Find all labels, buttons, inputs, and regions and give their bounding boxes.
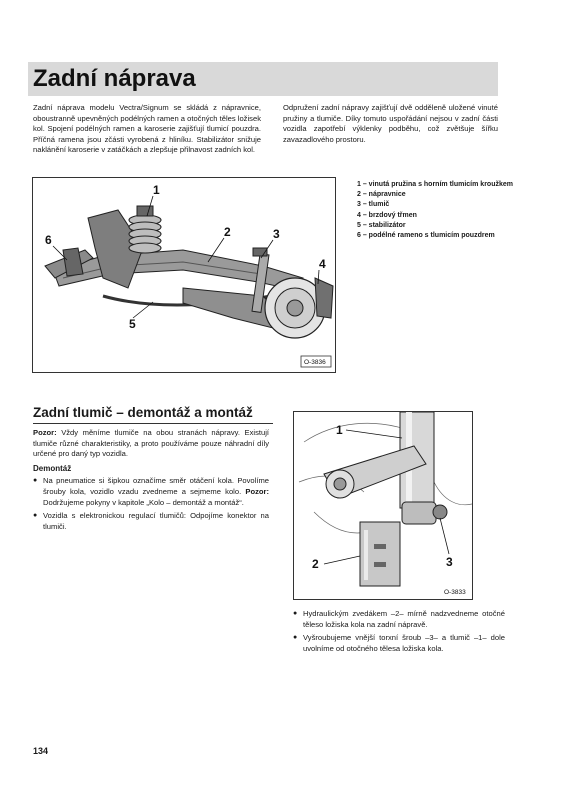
callout-2: 2 bbox=[224, 225, 231, 239]
intro-left-paragraph: Zadní náprava modelu Vectra/Signum se skládá z nápravnice, oboustranně upevněných podélných ramen a otočných těles ložisek kol. Spojení podélných ramen a karoserie zajišťují tlumicí pouzdra. Příčná ramena jsou zčásti vyrobená z hliníku. Stabilizátor snižuje naklánění karoserie v zatáčkách a zlepšuje přilnavost zadních kol. bbox=[33, 103, 261, 155]
section-heading: Zadní tlumič – demontáž a montáž bbox=[33, 405, 253, 420]
figure-code: O-3833 bbox=[444, 589, 466, 596]
shock-absorber-drawing bbox=[294, 412, 472, 599]
legend-item: 6 – podélné rameno s tlumicím pouzdrem bbox=[357, 232, 495, 240]
callout-1: 1 bbox=[153, 183, 160, 197]
steps-right-list bbox=[293, 609, 505, 654]
callout-6: 6 bbox=[45, 233, 52, 247]
warning-text: Vždy měníme tlumiče na obou stranách nápravy. Existují tlumiče různé charakteristiky, a proto používáme pouze náhradní díly určené pro daný typ vozidla. bbox=[33, 428, 269, 459]
callout-1: 1 bbox=[336, 423, 343, 437]
step1-text: Na pneumatice si šipkou označíme směr otáčení kola. Povolíme šrouby kola, vozidlo vzadu zvedneme a sejmeme kolo. bbox=[43, 476, 269, 496]
rear-axle-figure bbox=[32, 177, 336, 373]
legend-item: 4 – brzdový třmen bbox=[357, 211, 417, 219]
page-title: Zadní náprava bbox=[33, 65, 196, 92]
intro-right-paragraph: Odpružení zadní nápravy zajišťují dvě odděleně uložené vinuté pružiny a tlumiče. Díky tomuto uspořádání nejsou v zadní části vozidla zapotřebí výklenky podběhu, což zvětšuje šířku zavazadlového prostoru. bbox=[283, 103, 498, 144]
figure-legend bbox=[357, 180, 517, 241]
list-item: ● Hydraulickým zvedákem –2– mírně nadzvedneme otočné těleso ložiska kola na zadní nápravě. bbox=[293, 609, 505, 630]
figure-code: O-3836 bbox=[304, 359, 326, 366]
step1-warning-label: Pozor: bbox=[245, 486, 269, 496]
callout-3: 3 bbox=[446, 555, 453, 569]
steps-list bbox=[33, 476, 269, 532]
legend-item: 2 – nápravnice bbox=[357, 191, 406, 199]
subheading-demontaz: Demontáž bbox=[33, 463, 72, 473]
legend-item: 5 – stabilizátor bbox=[357, 221, 406, 229]
list-item: ● Vozidla s elektronickou regulací tlumičů: Odpojíme konektor na tlumiči. bbox=[33, 511, 269, 532]
page-number: 134 bbox=[33, 746, 49, 756]
section-divider bbox=[33, 423, 273, 424]
legend-item: 3 – tlumič bbox=[357, 201, 390, 209]
callout-2: 2 bbox=[312, 557, 319, 571]
steps-right bbox=[293, 609, 505, 657]
rear-axle-drawing bbox=[33, 178, 335, 372]
shock-absorber-figure bbox=[293, 411, 473, 600]
callout-4: 4 bbox=[319, 257, 326, 271]
list-item bbox=[33, 476, 269, 508]
legend-item: 1 – vinutá pružina s horním tlumicím kroužkem bbox=[357, 181, 513, 188]
callout-5: 5 bbox=[129, 317, 136, 331]
warning-label: Pozor: bbox=[33, 428, 57, 437]
list-item: ● Vyšroubujeme vnější torxní šroub –3– a tlumič –1– dole uvolníme od otočného tělesa ložiska kola. bbox=[293, 633, 505, 654]
warning-paragraph bbox=[33, 428, 269, 460]
section-body bbox=[33, 428, 269, 535]
title-bar bbox=[28, 62, 498, 96]
callout-3: 3 bbox=[273, 227, 280, 241]
step1-text-cont: Dodržujeme pokyny v kapitole „Kolo – demontáž a montáž“. bbox=[43, 497, 244, 507]
